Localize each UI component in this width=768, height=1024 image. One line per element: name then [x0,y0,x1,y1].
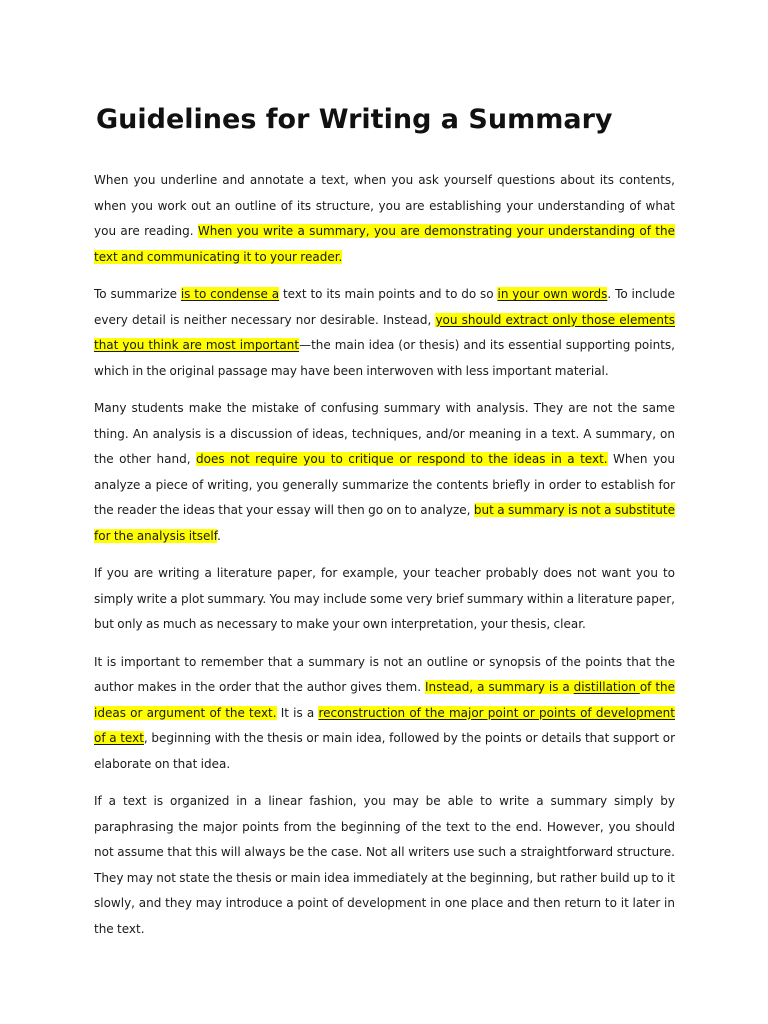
highlighted-underlined-text: reconstruction of the major point or points of development of a text [94,705,675,745]
highlighted-text: Instead, a summary is a [424,680,574,694]
highlighted-underlined-text: in your own words [497,287,608,301]
paragraph-1 [94,168,675,270]
highlighted-underlined-text: is to condense a [180,287,280,301]
text-segment: To summarize [94,287,181,301]
highlighted-text: of the ideas or argument of the text. [94,680,676,720]
text-segment: It is important to remember that a summary is not an outline or synopsis of the points that the author makes in the order that the author gives them. [94,654,675,694]
text-segment: text to its main points and to do so [279,287,498,301]
text-segment: When you underline and annotate a text, when you ask yourself questions about its contents, when you work out an outline of its structure, you are establishing your understanding of what you are reading. [94,173,675,238]
highlighted-text: When you write a summary, you are demonstrating your understanding of the text and communicating it to your reader. [94,224,675,264]
text-segment: . To include every detail is neither necessary nor desirable. Instead, [94,287,676,327]
paragraph-3 [94,396,675,549]
text-segment: When you analyze a piece of writing, you generally summarize the contents briefly in order to establish for the reader the ideas that your essay will then go on to analyze, [94,452,675,517]
text-segment: It is a [276,705,319,720]
paragraph-5 [94,650,675,778]
text-segment: , beginning with the thesis or main idea, followed by the points or details that support or elaborate on that idea. [94,731,676,771]
document-body [94,168,675,954]
paragraph-2 [94,282,675,384]
text-segment: If you are writing a literature paper, for example, your teacher probably does not want you to simply write a plot summary. You may include some very brief summary within a literature paper, but only as much as necessary to make your own interpretation, your thesis, clear. [94,566,675,631]
paragraph-4 [94,561,675,638]
text-segment: Many students make the mistake of confusing summary with analysis. They are not the same thing. An analysis is a discussion of ideas, techniques, and/or meaning in a text. A summary, on the other hand, [94,401,675,466]
text-segment: —the main idea (or thesis) and its essential supporting points, which in the original passage may have been interwoven with less important material. [94,338,675,378]
paragraph-6 [94,789,675,942]
highlighted-underlined-text: you should extract only those elements that you think are most important [94,312,675,352]
highlighted-text: but a summary is not a substitute for the analysis itself [94,503,675,543]
text-segment: If a text is organized in a linear fashion, you may be able to write a summary simply by paraphrasing the major points from the beginning of the text to the end. However, you should not assume that this will always be the case. Not all writers use such a straightforward structure. They may not state the thesis or main idea immediately at the beginning, but rather build up to it slowly, and they may introduce a point of development in one place and then return to it later in the text. [94,794,675,936]
highlighted-text: does not require you to critique or respond to the ideas in a text. [196,452,608,466]
highlighted-underlined-text: distillation [573,680,640,694]
text-segment: . [217,528,221,543]
page-title: Guidelines for Writing a Summary [96,104,613,135]
